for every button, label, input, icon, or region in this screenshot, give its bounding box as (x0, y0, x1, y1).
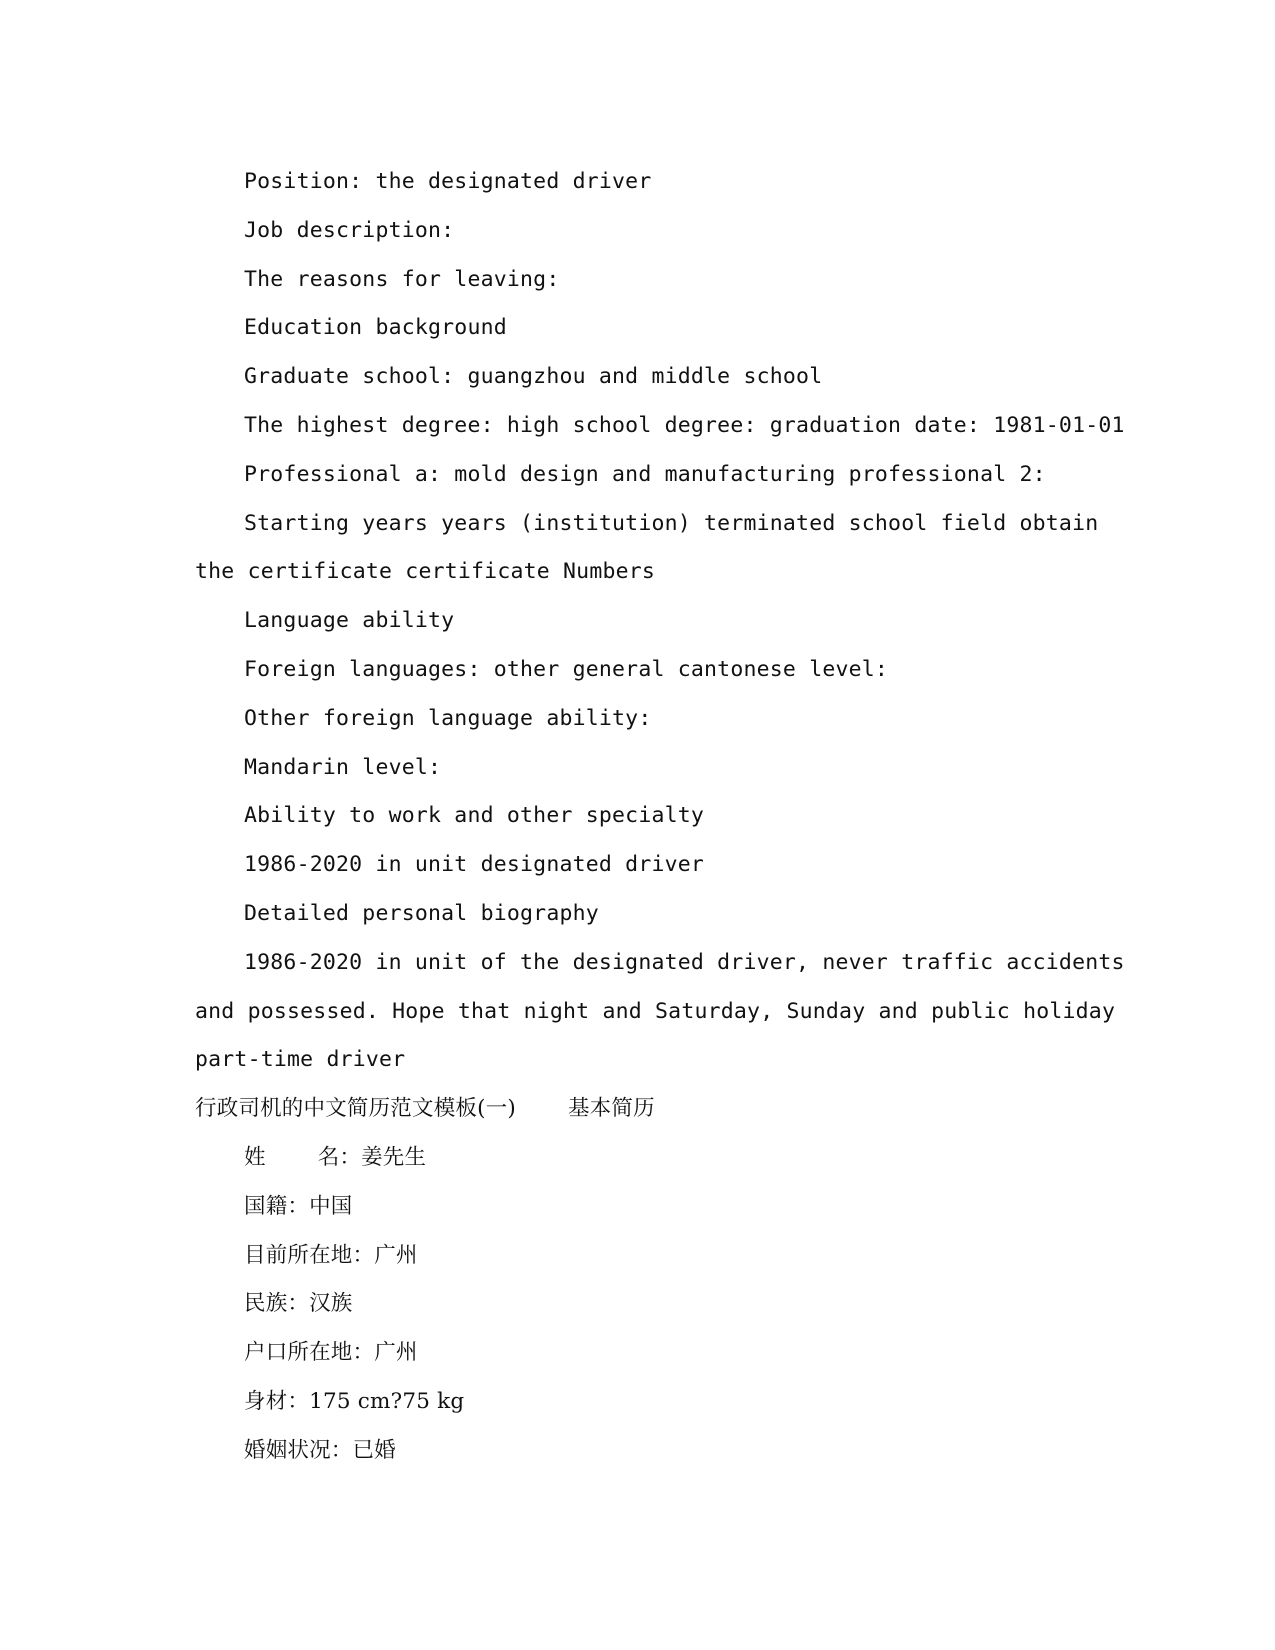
other-foreign-language-line: Other foreign language ability: (244, 705, 652, 731)
biography-line-2: and possessed. Hope that night and Saturday, Sunday and public holiday (195, 998, 1116, 1024)
certificate-line: the certificate certificate Numbers (195, 559, 656, 585)
marital-status-line: 婚姻状况：已婚 (244, 1437, 396, 1463)
name-value: 姜先生 (361, 1144, 427, 1170)
language-ability-heading: Language ability (244, 608, 455, 634)
biography-heading: Detailed personal biography (244, 900, 599, 926)
current-location-line: 目前所在地：广州 (244, 1242, 418, 1268)
highest-degree-line: The highest degree: high school degree: graduation date: 1981-01-01 (244, 412, 1125, 438)
education-heading: Education background (244, 315, 507, 341)
height-weight-line: 身材：175 cm?75 kg (244, 1388, 465, 1414)
household-registration-line: 户口所在地：广州 (244, 1340, 418, 1366)
chinese-heading-title: 行政司机的中文简历范文模板(一) (195, 1096, 516, 1122)
graduate-school-line: Graduate school: guangzhou and middle school (244, 364, 823, 390)
chinese-heading-subtitle: 基本简历 (567, 1096, 655, 1122)
starting-years-line: Starting years years (institution) terminated school field obtain (244, 510, 1099, 536)
name-line (195, 1134, 1095, 1183)
position-line: Position: the designated driver (244, 169, 652, 194)
biography-line-1: 1986-2020 in unit of the designated driver, never traffic accidents (244, 949, 1125, 975)
reasons-for-leaving-line: The reasons for leaving: (244, 266, 560, 292)
ability-heading: Ability to work and other specialty (244, 803, 705, 829)
job-description-line: Job description: (244, 217, 455, 243)
nationality-line: 国籍：中国 (244, 1193, 353, 1219)
mandarin-level-line: Mandarin level: (244, 754, 442, 780)
name-label-second: 名： (317, 1144, 362, 1170)
document-body (195, 158, 1125, 1476)
biography-line-3: part-time driver (195, 1047, 406, 1073)
ethnicity-line: 民族：汉族 (244, 1291, 353, 1317)
chinese-heading (195, 1085, 1095, 1134)
work-experience-line: 1986-2020 in unit designated driver (244, 852, 705, 878)
name-label-first: 姓 (244, 1144, 266, 1170)
foreign-languages-line: Foreign languages: other general cantonese level: (244, 656, 889, 682)
professional-line: Professional a: mold design and manufacturing professional 2: (244, 461, 1046, 487)
